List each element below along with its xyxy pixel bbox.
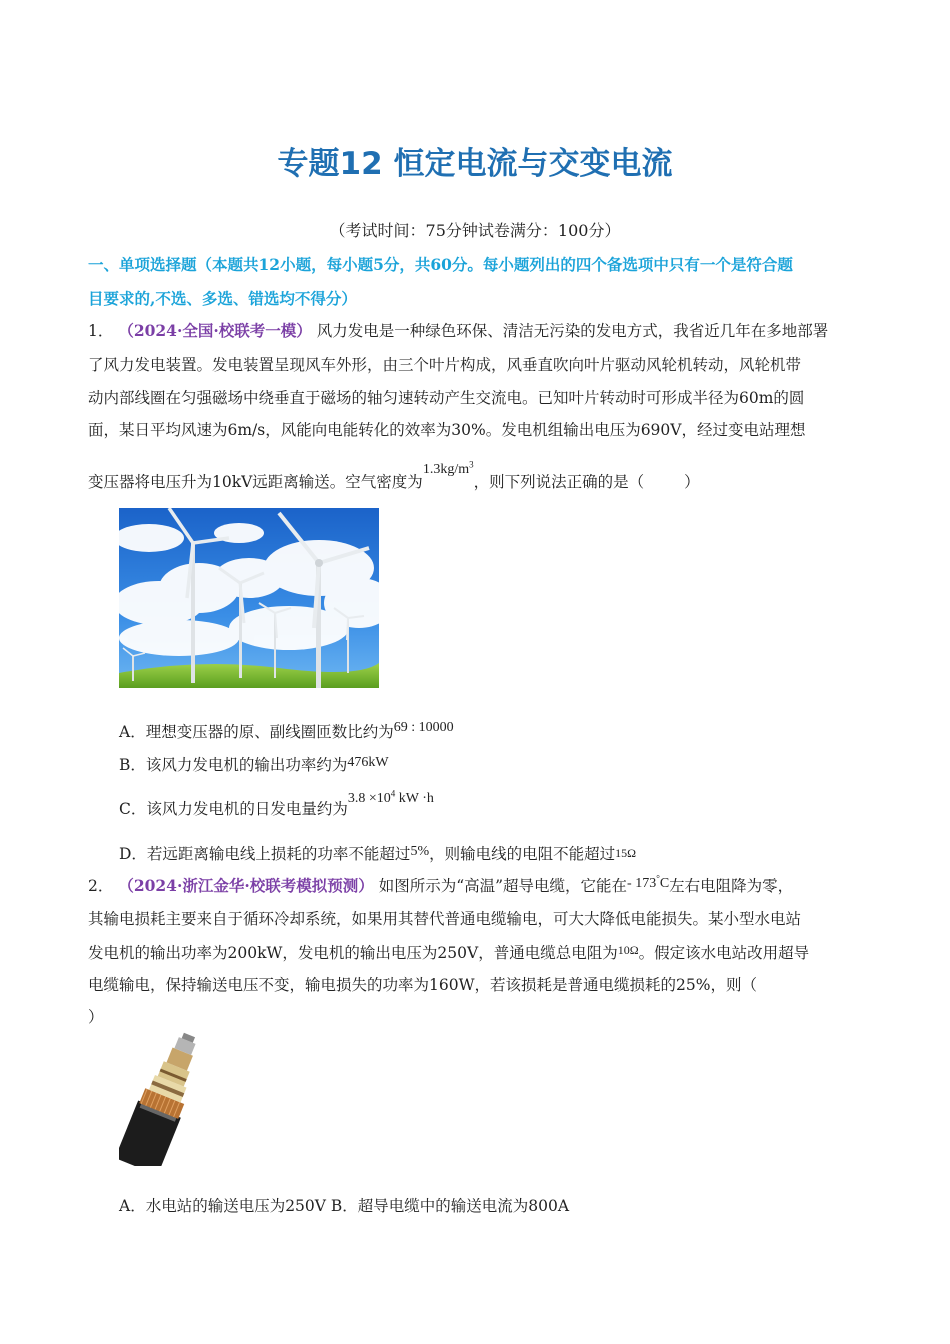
q1-line4: 面，某日平均风速为6m/s，风能向电能转化的效率为30%。发电机组输出电压为690V，经过变电站理想	[88, 421, 806, 439]
q1-number: 1．	[88, 322, 114, 340]
q2-number: 2．	[88, 877, 114, 895]
q1-line5: 变压器将电压升为10kV远距离输送。空气密度为$1.3kg/m^3$，则下列说法正确的是（ ）	[88, 459, 700, 491]
q2-line5: ）	[88, 1008, 104, 1026]
q1-text-1: 风力发电是一种绿色环保、清洁无污染的发电方式，我省近几年在多地部署	[316, 322, 829, 340]
q2-line2: 其输电损耗主要来自于循环冷却系统，如果用其替代普通电缆输电，可大大降低电能损失。某小型水电站	[88, 910, 802, 928]
q2-line4: 电缆输电，保持输送电压不变，输电损失的功率为160W，若该损耗是普通电缆损耗的25%，则（	[88, 976, 757, 994]
q1-line2: 了风力发电装置。发电装置呈现风车外形，由三个叶片构成，风垂直吹向叶片驱动风轮机转动，风轮机带	[88, 356, 802, 374]
exam-info: （考试时间：75分钟试卷满分：100分）	[329, 221, 621, 240]
q2-options-ab: A．水电站的输送电压为250V B．超导电缆中的输送电流为800A	[119, 1197, 570, 1215]
wind-turbine-image	[119, 508, 379, 688]
superconducting-cable-image	[119, 1030, 209, 1166]
q2-source: （2024·浙江金华·校联考模拟预测）	[118, 876, 374, 895]
q1-option-d[interactable]: D．若远距离输电线上损耗的功率不能超过5%，则输电线的电阻不能超过15Ω	[119, 844, 637, 863]
temperature: - 173°C	[627, 873, 670, 891]
page-title: 专题12 恒定电流与交变电流	[277, 146, 673, 182]
q2-line3: 发电机的输出功率为200kW，发电机的输出电压为250V，普通电缆总电阻为$^{10\Omega}$。假定该水电站改用超导	[88, 943, 810, 962]
section-heading-line1: 一、单项选择题（本题共12小题，每小题5分，共60分。每小题列出的四个备选项中只有一个是符合题	[88, 255, 793, 274]
section-heading-line2: 目要求的,不选、多选、错选均不得分）	[88, 289, 357, 308]
q1-option-a[interactable]: A．理想变压器的原、副线圈匝数比约为69 : 10000	[119, 720, 454, 741]
q2-line1: 2． （2024·浙江金华·校联考模拟预测） 如图所示为“高温”超导电缆，它能在- 173°C左右电阻降为零，	[88, 873, 794, 895]
q1-line1	[88, 319, 828, 341]
q1-option-b[interactable]: B．该风力发电机的输出功率约为476kW	[119, 755, 389, 774]
q1-text-5: 变压器将电压升为10kV远距离输送。空气密度为	[88, 473, 423, 491]
q1-line3: 动内部线圈在匀强磁场中绕垂直于磁场的轴匀速转动产生交流电。已知叶片转动时可形成半径为60m的圆	[88, 389, 805, 407]
q1-source: （2024·全国·校联考一模）	[118, 321, 312, 340]
air-density: $1.3kg/m^3$	[422, 459, 474, 477]
q1-option-c[interactable]: C．该风力发电机的日发电量约为$3.8 \times 10^4$ kW ·h	[119, 788, 434, 818]
